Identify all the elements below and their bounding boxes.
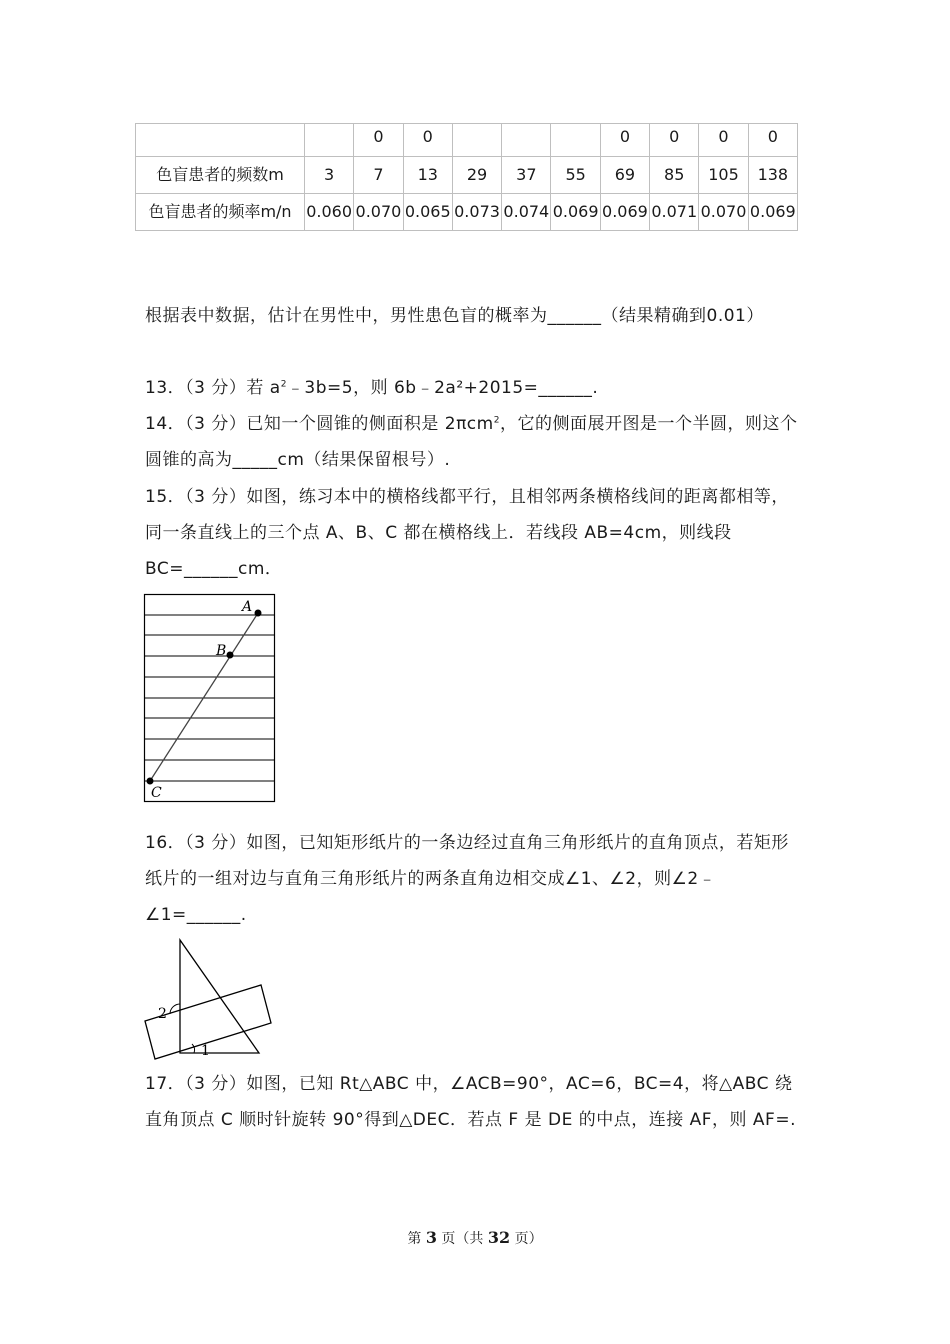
total-pages: 32 bbox=[487, 1228, 511, 1247]
table-cell: 0.070 bbox=[354, 194, 403, 231]
table-cell: 138 bbox=[748, 157, 797, 194]
ruled-lines bbox=[144, 615, 275, 781]
table-cell bbox=[452, 124, 501, 157]
table-cell: 13 bbox=[403, 157, 452, 194]
table-cell: 0.070 bbox=[699, 194, 748, 231]
label-c: C bbox=[151, 785, 162, 801]
superscript: 2 bbox=[280, 379, 287, 390]
table-cell: 105 bbox=[699, 157, 748, 194]
table-cell: 55 bbox=[551, 157, 600, 194]
table-row bbox=[136, 124, 798, 157]
table-row bbox=[136, 157, 798, 194]
table-row bbox=[136, 194, 798, 231]
table-cell: 0.071 bbox=[650, 194, 699, 231]
page-footer bbox=[0, 1228, 950, 1248]
question-15: 15．（3 分）如图，练习本中的横格线都平行，且相邻两条横格线间的距离都相等，同一条直线上的三个点 A、B、C 都在横格线上．若线段 AB=4cm，则线段BC=______cm． bbox=[145, 487, 789, 579]
footer-text: 页（共 bbox=[436, 1231, 488, 1247]
label-a: A bbox=[242, 599, 253, 615]
table-cell: 0.073 bbox=[452, 194, 501, 231]
figure-triangle-rectangle bbox=[140, 938, 280, 1060]
table-cell: 0.065 bbox=[403, 194, 452, 231]
table-cell: 0 bbox=[600, 124, 649, 157]
angle-1-arc bbox=[192, 1044, 195, 1053]
right-triangle bbox=[180, 940, 259, 1053]
table-cell: 85 bbox=[650, 157, 699, 194]
frequency-table bbox=[135, 123, 798, 231]
footer-text: 页） bbox=[510, 1231, 543, 1247]
table-cell: 0 bbox=[699, 124, 748, 157]
q14-text-rest: ，它的侧面展开图是一个半圆，则这个圆锥的高为_____cm（结果保留根号）. bbox=[145, 414, 798, 470]
point-a bbox=[255, 610, 262, 617]
q13-text-rest: ﹣3b=5，则 6b﹣2a²+2015=______. bbox=[286, 378, 599, 398]
table-cell: 7 bbox=[354, 157, 403, 194]
table-cell: 69 bbox=[600, 157, 649, 194]
row-label: 色盲患者的频率m/n bbox=[136, 194, 305, 231]
figure-ruled-notebook bbox=[144, 594, 276, 804]
table-cell: 0 bbox=[403, 124, 452, 157]
question-14 bbox=[145, 406, 805, 478]
row-label: 色盲患者的频数m bbox=[136, 157, 305, 194]
table-cell bbox=[551, 124, 600, 157]
q14-text: 14．（3 分）已知一个圆锥的侧面积是 2πcm bbox=[145, 414, 494, 434]
question-12-tail: 根据表中数据，估计在男性中，男性患色盲的概率为______（结果精确到0.01） bbox=[145, 306, 764, 326]
table-cell: 0.069 bbox=[551, 194, 600, 231]
table-cell bbox=[305, 124, 354, 157]
point-b bbox=[227, 652, 234, 659]
table-cell: 0.069 bbox=[748, 194, 797, 231]
segment-ac bbox=[150, 613, 258, 781]
table-cell: 37 bbox=[502, 157, 551, 194]
label-angle-1: 1 bbox=[201, 1043, 210, 1059]
table-cell: 0.074 bbox=[502, 194, 551, 231]
page-number: 3 bbox=[425, 1228, 437, 1247]
table-cell: 0.069 bbox=[600, 194, 649, 231]
point-c bbox=[147, 778, 154, 785]
footer-text: 第 bbox=[407, 1231, 426, 1247]
question-13 bbox=[145, 370, 805, 406]
table-cell bbox=[136, 124, 305, 157]
label-angle-2: 2 bbox=[158, 1006, 167, 1022]
table-cell: 29 bbox=[452, 157, 501, 194]
superscript: 2 bbox=[493, 415, 500, 426]
table-cell: 0 bbox=[748, 124, 797, 157]
table-cell: 0 bbox=[650, 124, 699, 157]
table-cell: 0 bbox=[354, 124, 403, 157]
label-b: B bbox=[216, 643, 227, 659]
table-cell bbox=[502, 124, 551, 157]
q13-text: 13．（3 分）若 a bbox=[145, 378, 281, 398]
question-16: 16．（3 分）如图，已知矩形纸片的一条边经过直角三角形纸片的直角顶点，若矩形纸片的一组对边与直角三角形纸片的两条直角边相交成∠1、∠2，则∠2﹣∠1=______. bbox=[145, 833, 789, 925]
table-cell: 0.060 bbox=[305, 194, 354, 231]
table-cell: 3 bbox=[305, 157, 354, 194]
question-17: 17．（3 分）如图，已知 Rt△ABC 中，∠ACB=90°，AC=6，BC=4，将△ABC 绕直角顶点 C 顺时针旋转 90°得到△DEC．若点 F 是 DE 的中点，连接 AF，则 AF=. bbox=[145, 1074, 796, 1130]
